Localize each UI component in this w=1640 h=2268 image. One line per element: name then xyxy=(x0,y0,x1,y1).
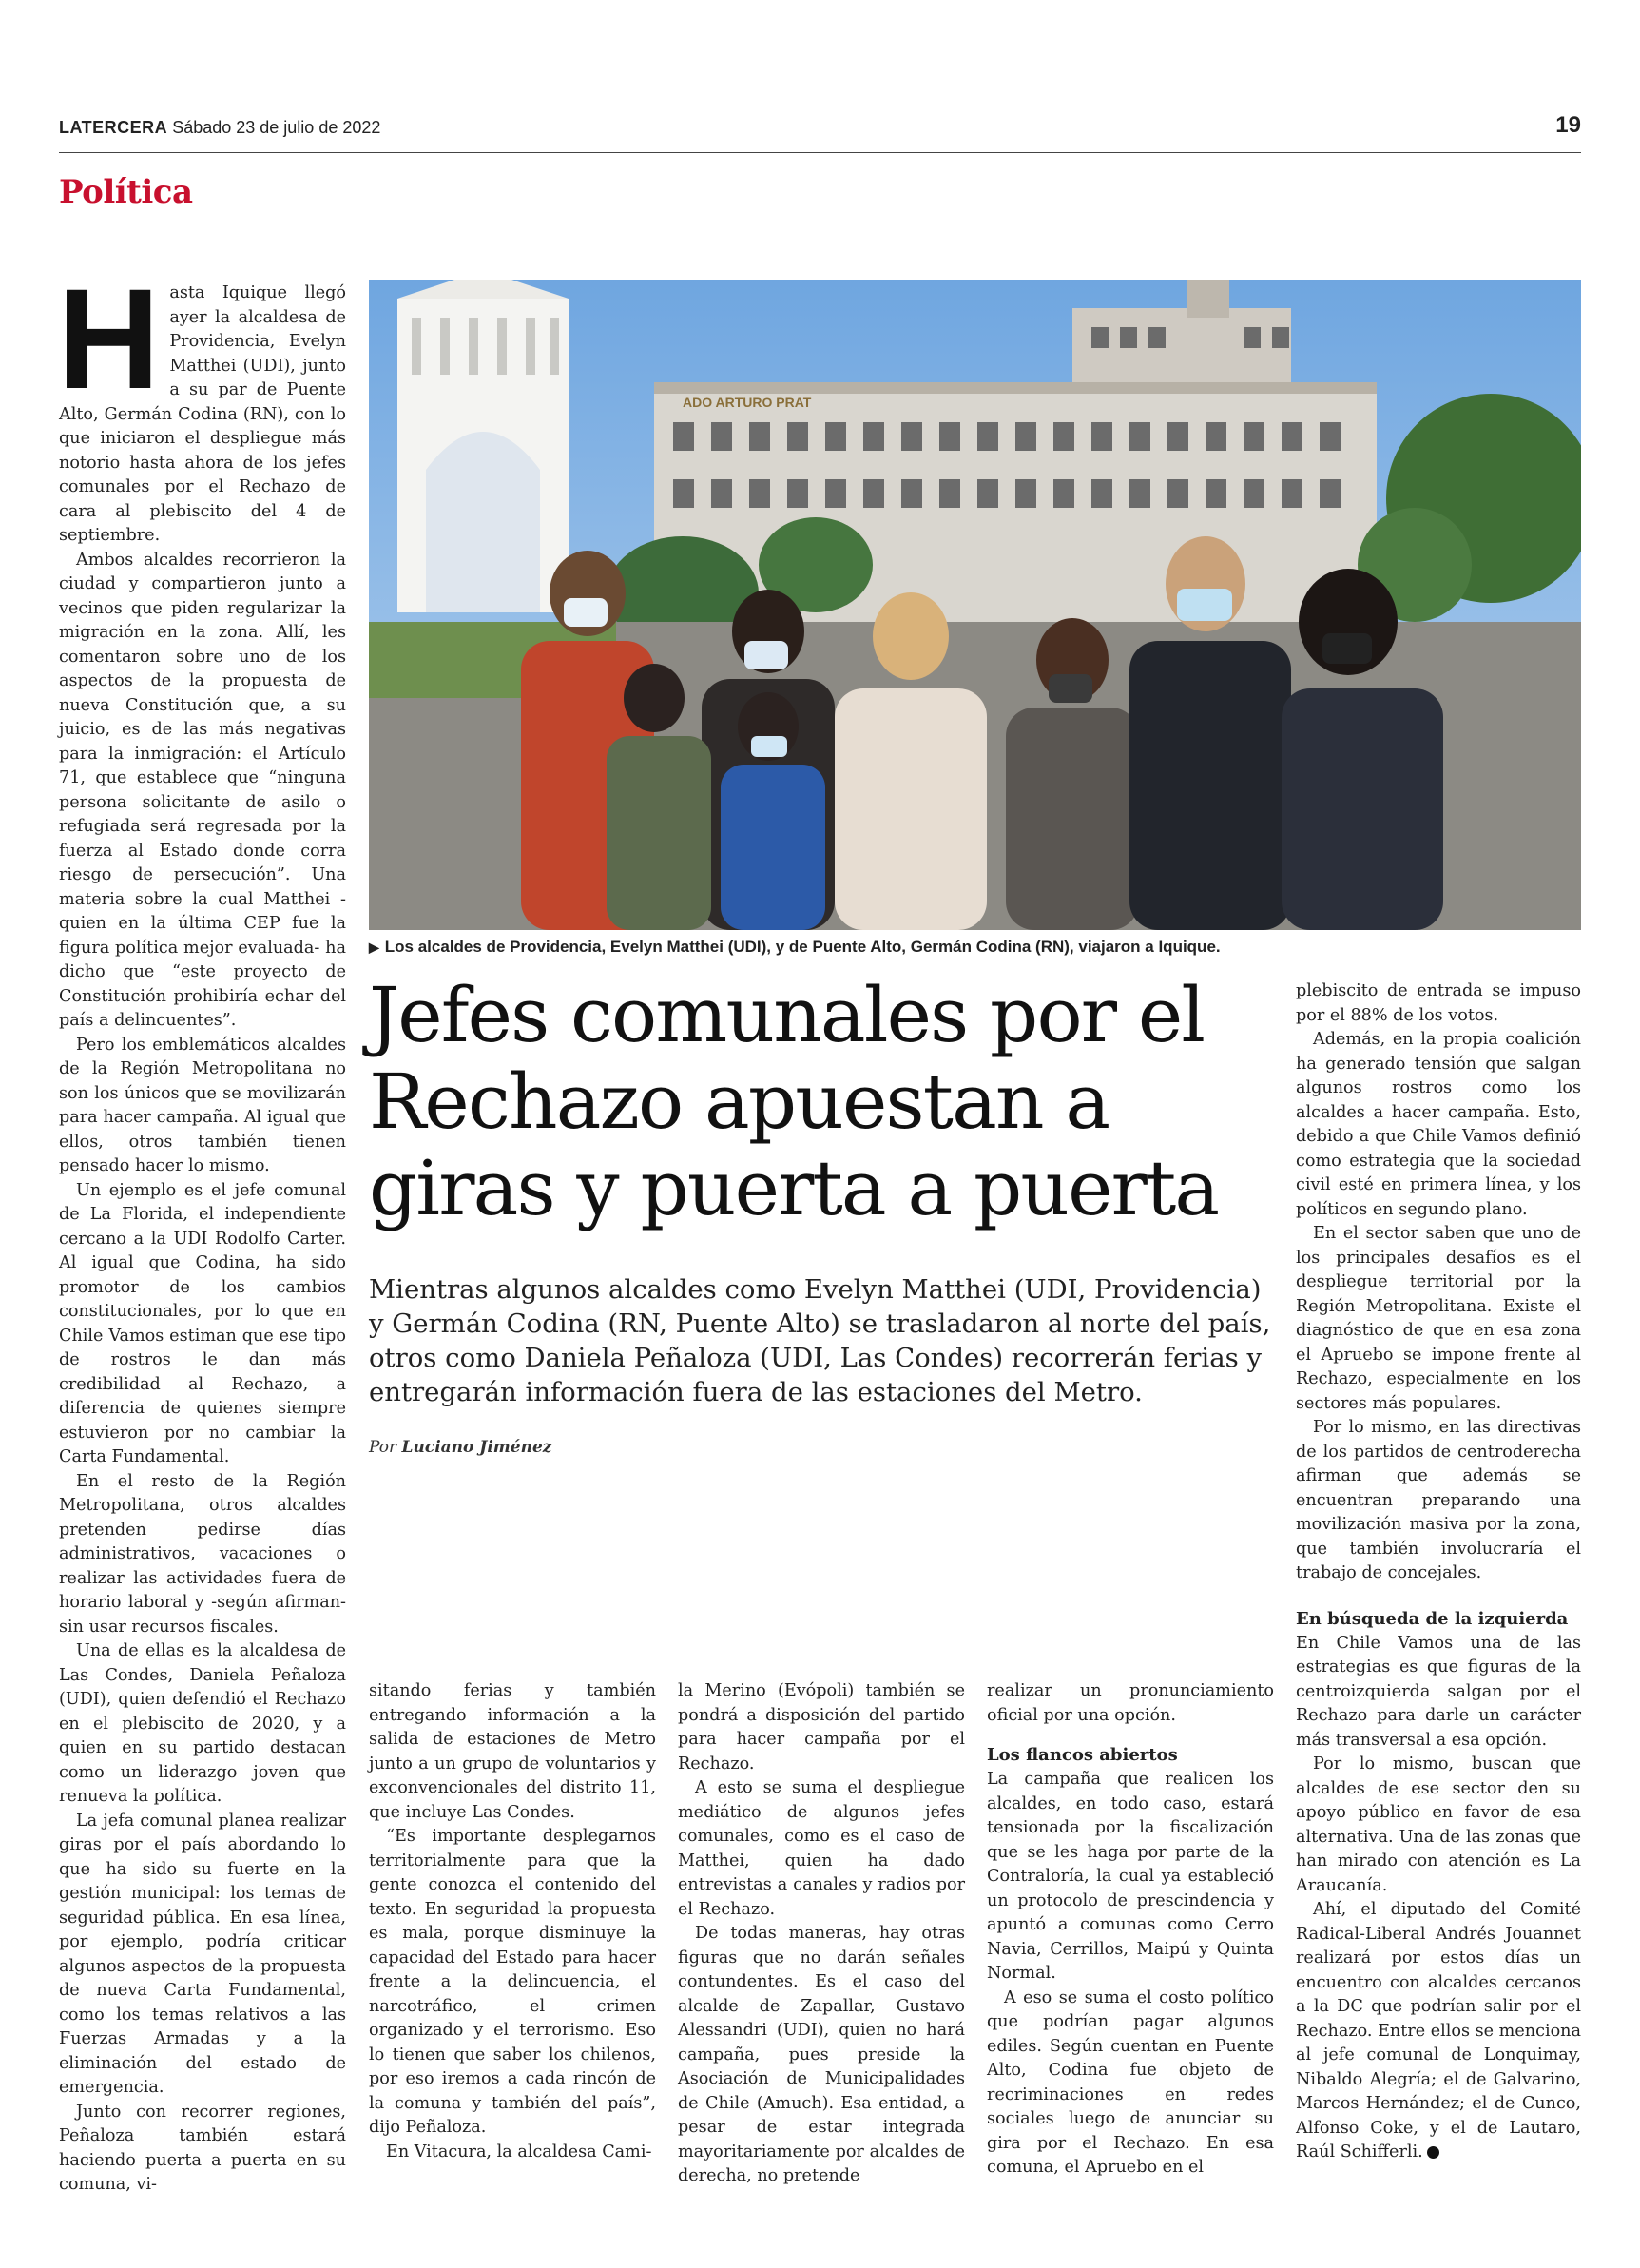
article-column-5 xyxy=(1296,979,1581,2165)
paragraph-text: Ahí, el diputado del Comité Radical-Liberal Andrés Jouannet realizará por estos días un encuentro con alcaldes cercanos a la DC que podrían salir por el Rechazo. Entre ellos se menciona al jefe comunal de Lonquimay, Nibaldo Alegría; el de Galvarino, Marcos Hernández; el de Cunco, Alfonso Coke, y el de Lautaro, Raúl Schifferli. xyxy=(1296,1900,1581,2161)
paragraph: Pero los emblemáticos alcaldes de la Región Metropolitana no son los únicos que se movilizarán para hacer campaña. Al igual que ellos, otros también tienen pensado hacer lo mismo. xyxy=(59,1035,346,1175)
paragraph: En Vitacura, la alcaldesa Cami- xyxy=(386,2142,652,2161)
paragraph: La jefa comunal planea realizar giras por el país abordando lo que ha sido su fuerte en la gestión municipal: los temas de seguridad pública. En esa línea, por ejemplo, podría criticar algunos aspectos de la propuesta de nueva Carta Fundamental, como los temas relativos a las Fuerzas Armadas y a la eliminación del estado de emergencia. xyxy=(59,1811,346,2097)
paragraph: Por lo mismo, en las directivas de los partidos de centroderecha afirman que además se encuentran preparando una movilización masiva por la zona, que también involucraría el trabajo de concejales. xyxy=(1296,1418,1581,1582)
building-sign: ADO ARTURO PRAT xyxy=(683,395,812,410)
paragraph: “Es importante desplegarnos territorialmente para que la gente conozca el contenido del texto. En seguridad la propuesta es mala, porque disminuye la capacidad del Estado para hacer frente a la delincuencia, el narcotráfico, el crimen organizado y el terrorismo. Eso lo tienen que saber los chilenos, por eso iremos a cada rincón de la comuna y también del país”, dijo Peñaloza. xyxy=(369,1827,656,2137)
paragraph: En Chile Vamos una de las estrategias es que figuras de la centroizquierda salgan por el Rechazo para darle un carácter más transversal a esa opción. xyxy=(1296,1633,1581,1750)
caption-text: Los alcaldes de Providencia, Evelyn Matthei (UDI), y de Puente Alto, Germán Codina (RN), viajaron a Iquique. xyxy=(384,938,1221,956)
paragraph: Un ejemplo es el jefe comunal de La Florida, el independiente cercano a la UDI Rodolfo Carter. Al igual que Codina, ha sido promotor de los cambios constitucionales, por lo que en Chile Vamos estiman que ese tipo de rostros le dan más credibilidad al Rechazo, a diferencia de quienes siempre estuvieron por no cambiar la Carta Fundamental. xyxy=(59,1180,346,1466)
header-divider xyxy=(59,152,1581,153)
paragraph: La campaña que realicen los alcaldes, en todo caso, estará tensionada por la fiscalización que se les haga por parte de la Contraloría, la cual ya estableció un protocolo de prescindencia y apuntó a comunas como Cerro Navia, Cerrillos, Maipú y Quinta Normal. xyxy=(987,1770,1274,1983)
headline: Jefes comunales por el Rechazo apuestan a giras y puerta a puerta xyxy=(369,971,1219,1232)
byline-author: Luciano Jiménez xyxy=(401,1438,552,1457)
byline-prefix: Por xyxy=(369,1438,397,1457)
paragraph: Además, en la propia coalición ha generado tensión que salgan algunos rostros como los alcaldes a hacer campaña. Esto, debido a que Chile Vamos definió como estrategia que la sociedad civil esté en primera línea, y los políticos en segundo plano. xyxy=(1296,1030,1581,1219)
photo-caption xyxy=(369,938,1221,957)
page-number: 19 xyxy=(1555,112,1581,138)
subheading: En búsqueda de la izquierda xyxy=(1296,1608,1569,1629)
byline xyxy=(369,1438,551,1457)
paragraph: asta Iquique llegó ayer la alcaldesa de Providencia, Evelyn Matthei (UDI), junto a su par de Puente Alto, Germán Codina (RN), con lo que iniciaron el despliegue más notorio hasta ahora de los jefes comunales por el Rechazo de cara al plebiscito del 4 de septiembre. xyxy=(59,283,346,545)
article-photo xyxy=(369,280,1581,930)
masthead xyxy=(59,118,380,138)
paragraph: Por lo mismo, buscan que alcaldes de ese sector den su apoyo público en favor de esa alternativa. Una de las zonas que han mirado con atención es La Araucanía. xyxy=(1296,1754,1581,1895)
paragraph xyxy=(1296,1898,1581,2165)
caption-arrow-icon: ▶ xyxy=(369,940,379,955)
paragraph: sitando ferias y también entregando información a la salida de estaciones de Metro junto a un grupo de voluntarios y exconvencionales del distrito 11, que incluye Las Condes. xyxy=(369,1681,656,1822)
article-column-1 xyxy=(57,259,346,2198)
paragraph: plebiscito de entrada se impuso por el 88% de los votos. xyxy=(1296,981,1581,1025)
paragraph: De todas maneras, hay otras figuras que no darán señales contundentes. Es el caso del alcalde de Zapallar, Gustavo Alessandri (UDI), quien no hará campaña, pues preside la Asociación de Municipalidades de Chile (Amuch). Esa entidad, a pesar de estar integrada mayoritariamente por alcaldes de derecha, no pretende xyxy=(678,1924,965,2185)
article-column-2 xyxy=(369,1679,656,2164)
deck: Mientras algunos alcaldes como Evelyn Matthei (UDI, Providencia) y Germán Codina (RN, Puente Alto) se trasladaron al norte del país, otros como Daniela Peñaloza (UDI, Las Condes) recorrerán ferias y entregarán información fuera de las estaciones del Metro. xyxy=(369,1274,1271,1407)
newspaper-brand: LATERCERA xyxy=(59,118,168,137)
paragraph: A esto se suma el despliegue mediático de algunos jefes comunales, como es el caso de Matthei, quien ha dado entrevistas a canales y radios por el Rechazo. xyxy=(678,1778,965,1919)
issue-date: Sábado 23 de julio de 2022 xyxy=(172,118,381,137)
end-mark-icon xyxy=(1427,2146,1439,2159)
paragraph: A eso se suma el costo político que podrían pagar algunos ediles. Según cuentan en Puente Alto, Codina fue objeto de recriminaciones en redes sociales luego de anunciar su gira por el Rechazo. En esa comuna, el Apruebo en el xyxy=(987,1987,1274,2177)
article-column-4 xyxy=(987,1679,1274,2181)
paragraph: Una de ellas es la alcaldesa de Las Condes, Daniela Peñaloza (UDI), quien defendió el Rechazo en el plebiscito de 2020, y a quien en su partido destacan como un liderazgo joven que renueva la política. xyxy=(59,1641,346,1806)
paragraph: Ambos alcaldes recorrieron la ciudad y compartieron junto a vecinos que piden regularizar la migración en la zona. Allí, les comentaron sobre uno de los aspectos de la propuesta de nueva Constitución que, a su juicio, es de las más negativas para la inmigración: el Artículo 71, que establece que “ninguna persona solicitante de asilo o refugiada será regresada por la fuerza al Estado donde corra riesgo de persecución”. Una materia sobre la cual Matthei -quien en la última CEP fue la figura política mejor evaluada- ha dicho que “este proyecto de Constitución prohibiría echar del país a delincuentes”. xyxy=(59,550,346,1030)
drop-cap: H xyxy=(57,259,161,418)
article-column-3 xyxy=(678,1679,965,2189)
paragraph: realizar un pronunciamiento oficial por una opción. xyxy=(987,1681,1274,1725)
paragraph: En el sector saben que uno de los principales desafíos es el despliegue territorial por la Región Metropolitana. Existe el diagnóstico de que en esa zona el Apruebo se impone frente al Rechazo, especialmente en los sectores más populares. xyxy=(1296,1224,1581,1413)
paragraph: En el resto de la Región Metropolitana, otros alcaldes pretenden pedirse días administrativos, vacaciones o realizar las actividades fuera de horario laboral y -según afirman- sin usar recursos fiscales. xyxy=(59,1471,346,1637)
paragraph: la Merino (Evópoli) también se pondrá a disposición del partido para hacer campaña por el Rechazo. xyxy=(678,1681,965,1774)
subheading: Los flancos abiertos xyxy=(987,1745,1178,1765)
section-title: Política xyxy=(59,173,193,211)
paragraph: Junto con recorrer regiones, Peñaloza también estará haciendo puerta a puerta en su comuna, vi- xyxy=(59,2102,346,2194)
